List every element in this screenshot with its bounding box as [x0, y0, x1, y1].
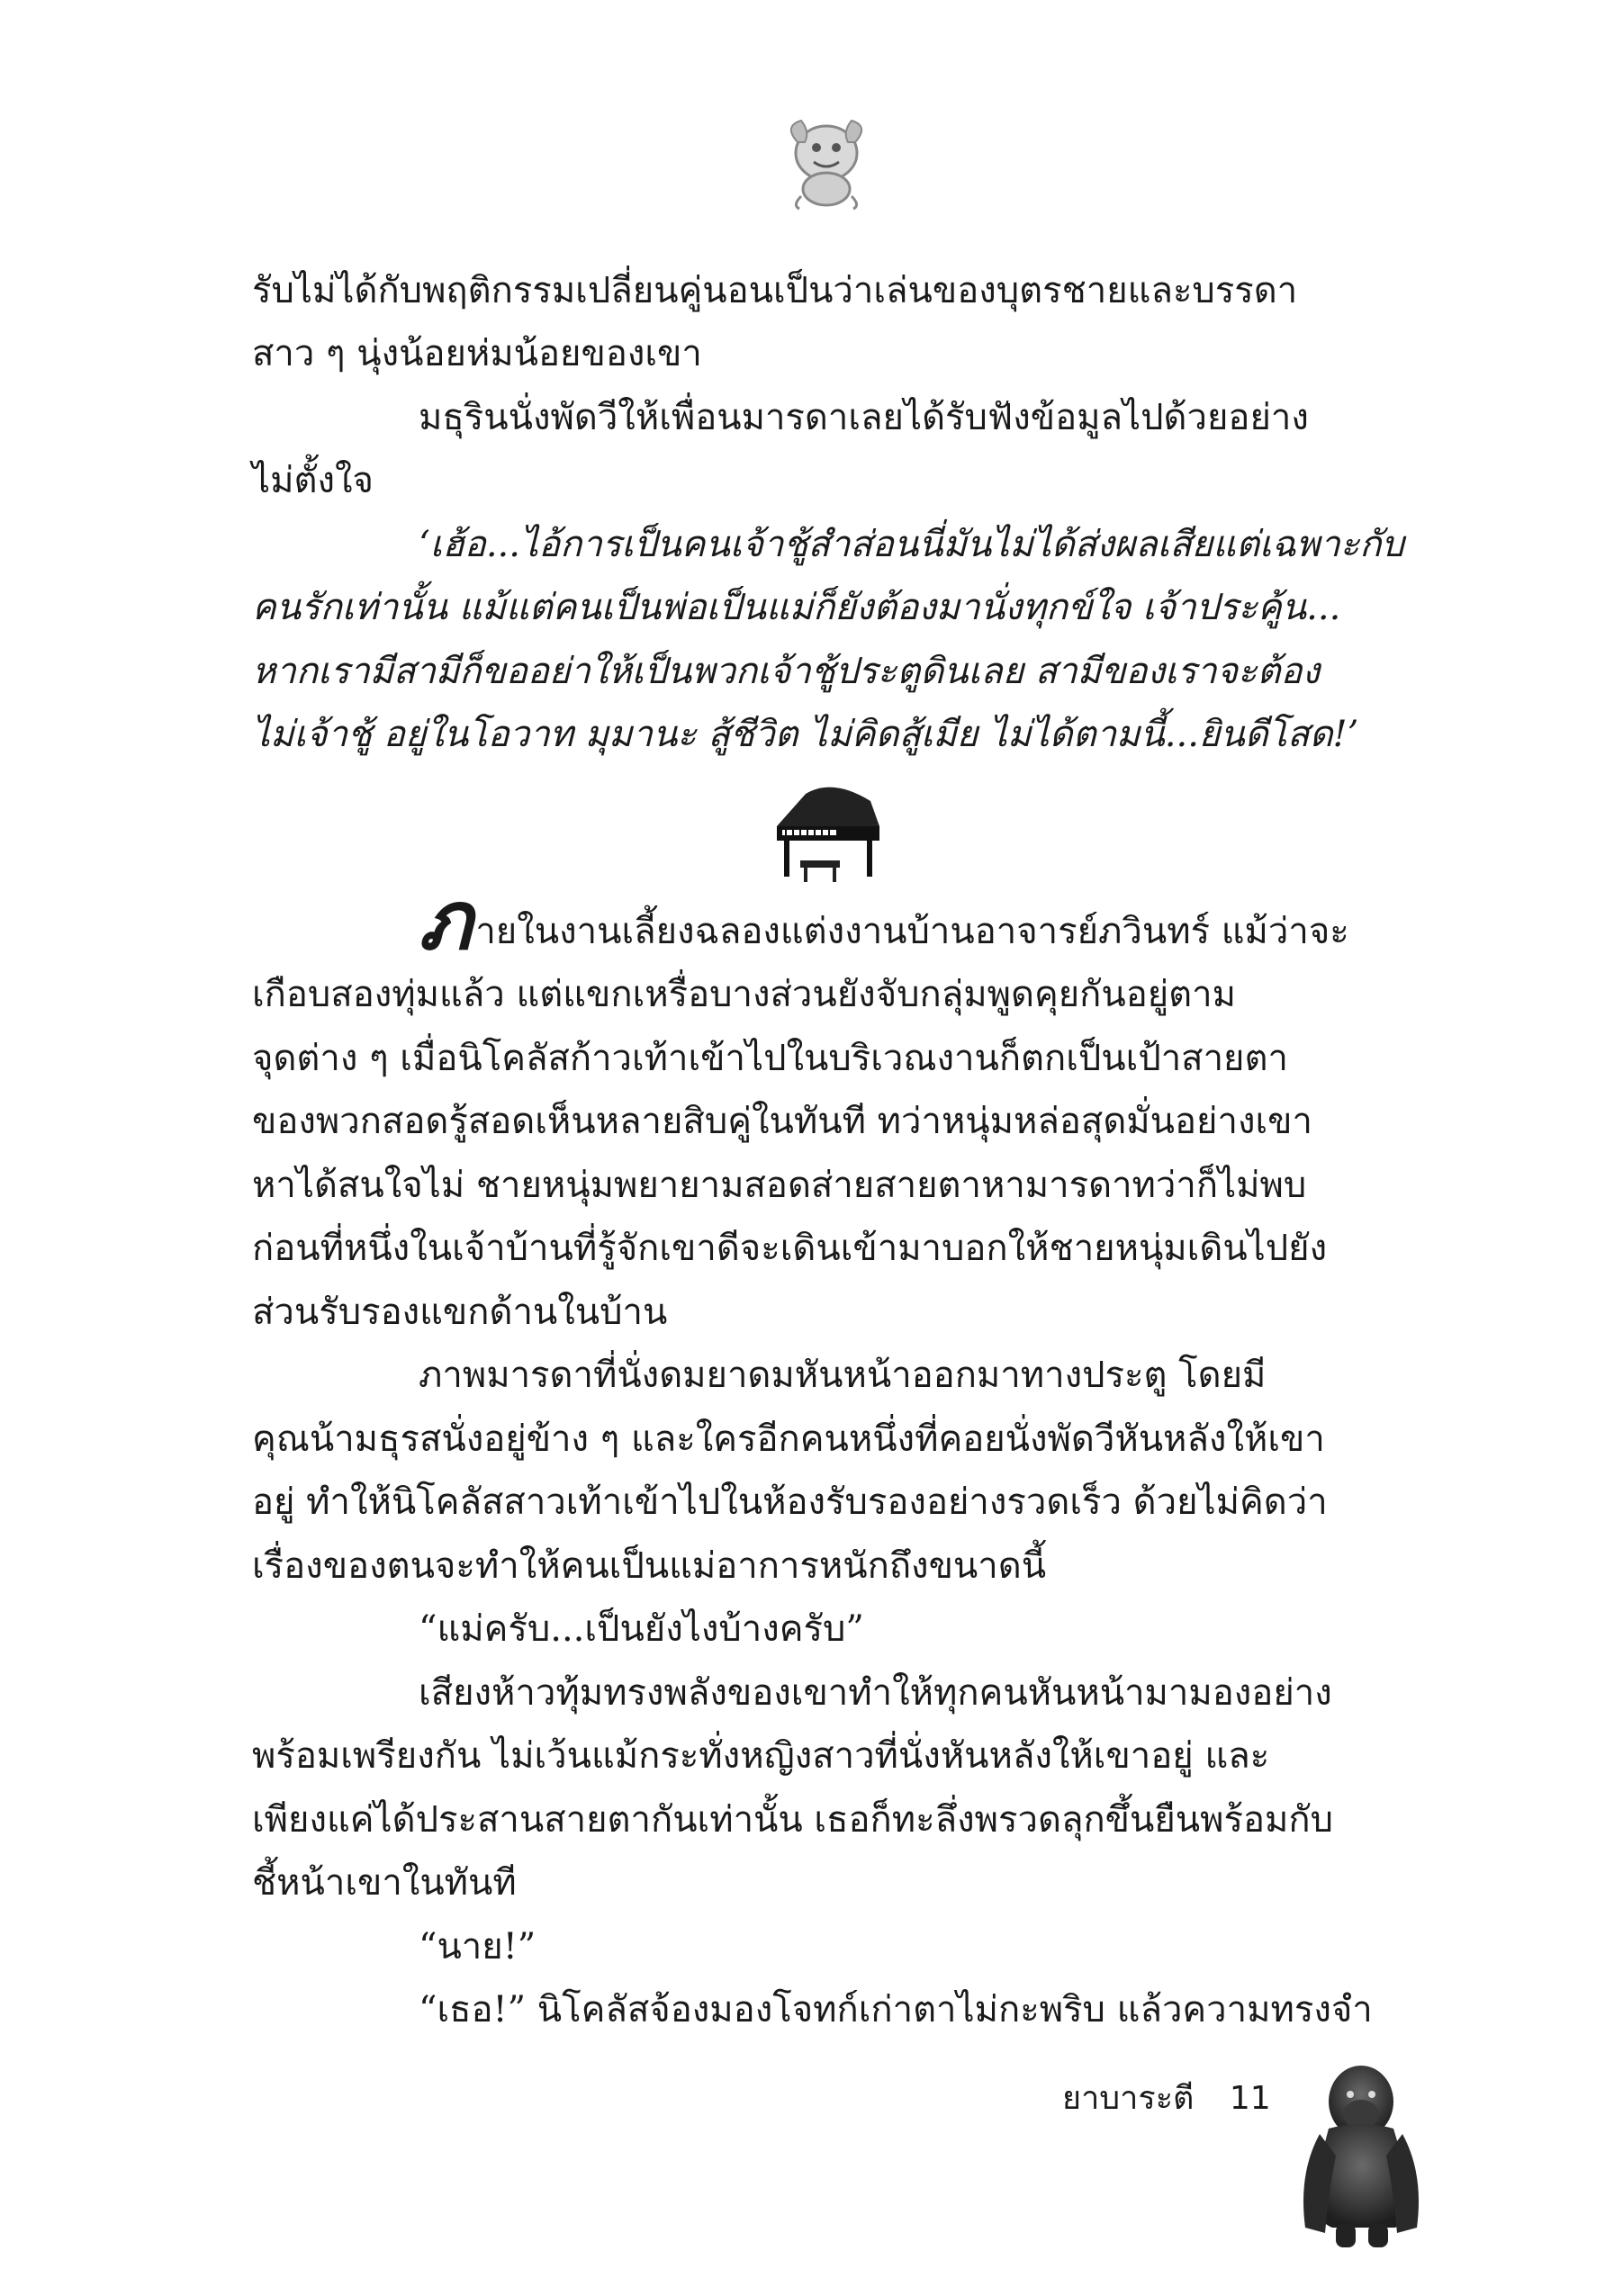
- paragraph-line: คุณน้ามธุรสนั่งอยู่ข้าง ๆ และใครอีกคนหนึ่งที่คอยนั่งพัดวีหันหลังให้เขา: [252, 1418, 1325, 1460]
- opening-line: [252, 873, 1413, 968]
- opening-line-text: ายในงานเลี้ยงฉลองแต่งงานบ้านอาจารย์ภวินทร์ แม้ว่าจะ: [475, 911, 1349, 952]
- inner-thought-line: ‘เฮ้อ...ไอ้การเป็นคนเจ้าชู้สำส่อนนี่มันไม่ได้ส่งผลเสียแต่เฉพาะกับ: [419, 524, 1404, 565]
- paragraph-line: เสียงห้าวทุ้มทรงพลังของเขาทำให้ทุกคนหันหน้ามามองอย่าง: [419, 1672, 1332, 1714]
- inner-thought-line: คนรักเท่านั้น แม้แต่คนเป็นพ่อเป็นแม่ก็ยังต้องมานั่งทุกข์ใจ เจ้าประคู้น...: [252, 587, 1341, 628]
- inner-thought-line: หากเรามีสามีก็ขออย่าให้เป็นพวกเจ้าชู้ประตูดินเลย สามีของเราจะต้อง: [252, 651, 1321, 692]
- paragraph-line: สาว ๆ นุ่งน้อยห่มน้อยของเขา: [252, 333, 702, 374]
- paragraph-line: ชี้หน้าเขาในทันที: [252, 1862, 517, 1904]
- paragraph-line: อยู่ ทำให้นิโคลัสสาวเท้าเข้าไปในห้องรับรองอย่างรวดเร็ว ด้วยไม่คิดว่า: [252, 1481, 1328, 1523]
- paragraph-line: พร้อมเพรียงกัน ไม่เว้นแม้กระทั่งหญิงสาวที่นั่งหันหลังให้เขาอยู่ และ: [252, 1735, 1270, 1777]
- book-title: ยาบาระตี: [1062, 2080, 1195, 2117]
- paragraph-line: เรื่องของตนจะทำให้คนเป็นแม่อาการหนักถึงขนาดนี้: [252, 1545, 1047, 1587]
- paragraph-line: หาได้สนใจไม่ ชายหนุ่มพยายามสอดส่ายสายตาหามารดาทว่าก็ไม่พบ: [252, 1165, 1307, 1206]
- paragraph-line: เกือบสองทุ่มแล้ว แต่แขกเหรื่อบางส่วนยังจับกลุ่มพูดคุยกันอยู่ตาม: [252, 974, 1236, 1015]
- paragraph-line: ก่อนที่หนึ่งในเจ้าบ้านที่รู้จักเขาดีจะเดินเข้ามาบอกให้ชายหนุ่มเดินไปยัง: [252, 1228, 1328, 1269]
- dialogue-line: “นาย!”: [419, 1926, 537, 1967]
- paragraph-line: ภาพมารดาที่นั่งดมยาดมหันหน้าออกมาทางประตู โดยมี: [419, 1355, 1267, 1396]
- page-number: 11: [1229, 2080, 1271, 2117]
- dialogue-line: “แม่ครับ...เป็นยังไงบ้างครับ”: [419, 1608, 864, 1650]
- gorilla-icon: [1278, 2048, 1440, 2255]
- drop-cap: ภ: [419, 873, 473, 968]
- paragraph-line: ของพวกสอดรู้สอดเห็นหลายสิบคู่ในทันที ทว่าหนุ่มหล่อสุดมั่นอย่างเขา: [252, 1101, 1312, 1142]
- inner-thought-line: ไม่เจ้าชู้ อยู่ในโอวาท มุมานะ สู้ชีวิต ไม่คิดสู้เมีย ไม่ได้ตามนี้...ยินดีโสด!’: [252, 714, 1359, 755]
- paragraph-line: “เธอ!” นิโคลัสจ้องมองโจทก์เก่าตาไม่กะพริบ แล้วความทรงจำ: [419, 1989, 1373, 2030]
- paragraph-line: ไม่ตั้งใจ: [252, 460, 374, 501]
- paragraph-line: ส่วนรับรองแขกด้านในบ้าน: [252, 1292, 668, 1333]
- paragraph-line: รับไม่ได้กับพฤติกรรมเปลี่ยนคู่นอนเป็นว่าเล่นของบุตรชายและบรรดา: [252, 270, 1298, 311]
- paragraph-line: มธุรินนั่งพัดวีให้เพื่อนมารดาเลยได้รับฟังข้อมูลไปด้วยอย่าง: [419, 397, 1309, 438]
- grand-piano-icon: [770, 774, 887, 891]
- page-footer: [1062, 2076, 1278, 2121]
- cherub-ornament-icon: [774, 106, 882, 214]
- paragraph-line: เพียงแค่ได้ประสานสายตากันเท่านั้น เธอก็ทะลึ่งพรวดลุกขึ้นยืนพร้อมกับ: [252, 1799, 1333, 1841]
- paragraph-line: จุดต่าง ๆ เมื่อนิโคลัสก้าวเท้าเข้าไปในบริเวณงานก็ตกเป็นเป้าสายตา: [252, 1038, 1288, 1079]
